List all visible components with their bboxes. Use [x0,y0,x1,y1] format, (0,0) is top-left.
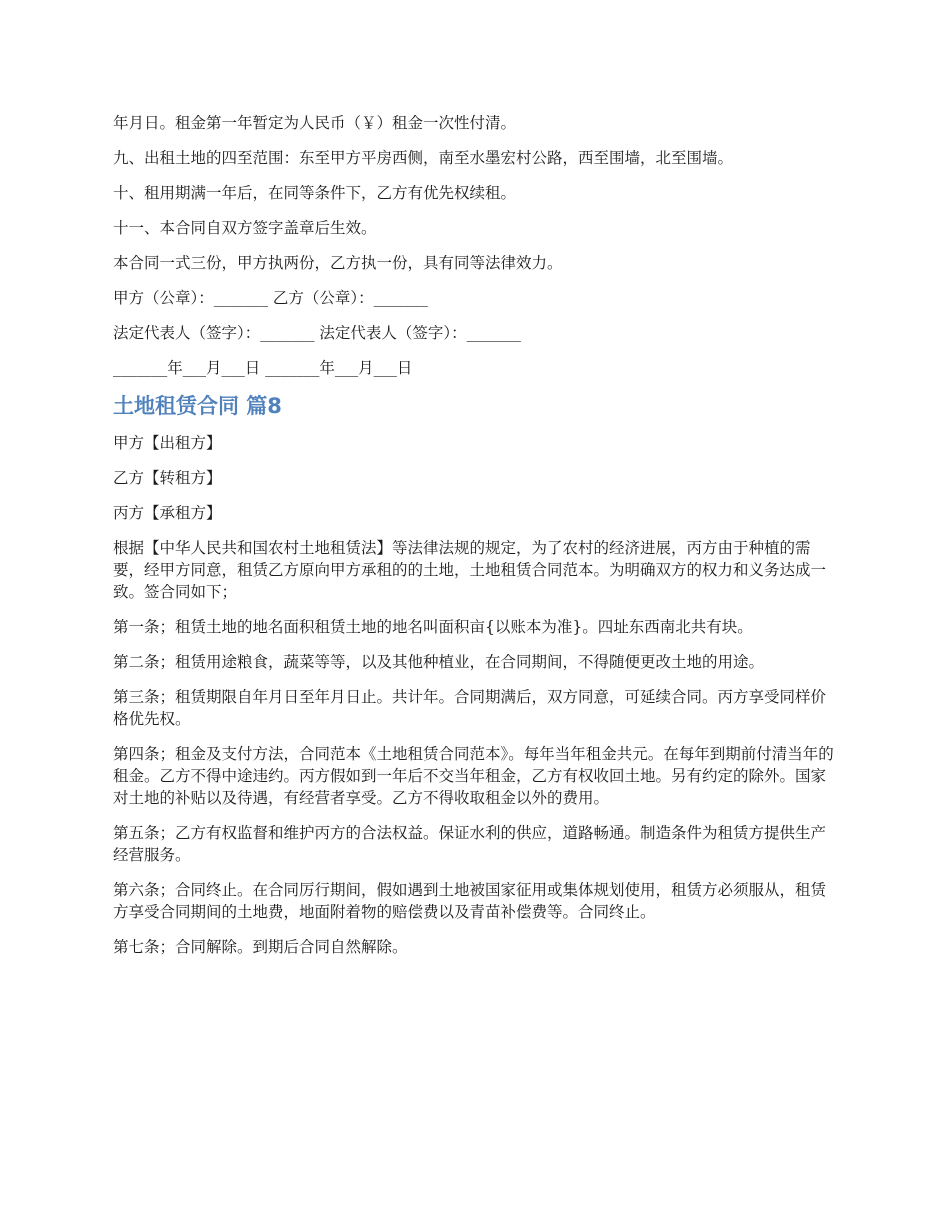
section-title: 土地租赁合同 篇8 [113,394,282,418]
article-3: 第三条；租赁期限自年月日至年月日止。共计年。合同期满后，双方同意，可延续合同。丙方享受同样价格优先权。 [113,688,827,728]
document-page [113,112,841,971]
article-4: 第四条；租金及支付方法，合同范本《土地租赁合同范本》。每年当年租金共元。在每年到期前付清当年的租金。乙方不得中途违约。丙方假如到一年后不交当年租金，乙方有权收回土地。另有约定的除外。国家对土地的补贴以及待遇，有经营者享受。乙方不得收取租金以外的费用。 [113,745,834,807]
party-b: 乙方【转租方】 [113,469,222,487]
paragraph-payment-date: 年月日。租金第一年暂定为人民币（￥）租金一次性付清。 [113,114,517,132]
article-2: 第二条；租赁用途粮食，蔬菜等等，以及其他种植业，在合同期间，不得随便更改土地的用途。 [113,653,765,671]
paragraph-land-boundaries: 九、出租土地的四至范围：东至甲方平房西侧，南至水墨宏村公路，西至围墙，北至围墙。 [113,149,734,167]
article-6: 第六条；合同终止。在合同厉行期间，假如遇到土地被国家征用或集体规划使用，租赁方必须服从，租赁方享受合同期间的土地费，地面附着物的赔偿费以及青苗补偿费等。合同终止。 [113,881,827,921]
article-7: 第七条；合同解除。到期后合同自然解除。 [113,938,408,956]
article-1: 第一条；租赁土地的地名面积租赁土地的地名叫面积亩{以账本为准}。四址东西南北共有块。 [113,618,753,636]
paragraph-renewal-priority: 十、租用期满一年后，在同等条件下，乙方有优先权续租。 [113,184,517,202]
signature-line-seal: 甲方（公章）：_______ 乙方（公章）：_______ [113,289,428,307]
party-a: 甲方【出租方】 [113,434,222,452]
signature-line-representative: 法定代表人（签字）：_______ 法定代表人（签字）：_______ [113,324,521,342]
paragraph-effective: 十一、本合同自双方签字盖章后生效。 [113,219,377,237]
party-c: 丙方【承租方】 [113,504,222,522]
signature-line-date: _______年___月___日 _______年___月___日 [113,359,413,377]
paragraph-preamble: 根据【中华人民共和国农村土地租赁法】等法律法规的规定，为了农村的经济进展，丙方由于种植的需要，经甲方同意，租赁乙方原向甲方承租的的土地，土地租赁合同范本。为明确双方的权力和义务达成一致。签合同如下； [113,539,827,601]
paragraph-copies: 本合同一式三份，甲方执两份，乙方执一份，具有同等法律效力。 [113,254,563,272]
article-5: 第五条；乙方有权监督和维护丙方的合法权益。保证水利的供应，道路畅通。制造条件为租赁方提供生产经营服务。 [113,824,827,864]
